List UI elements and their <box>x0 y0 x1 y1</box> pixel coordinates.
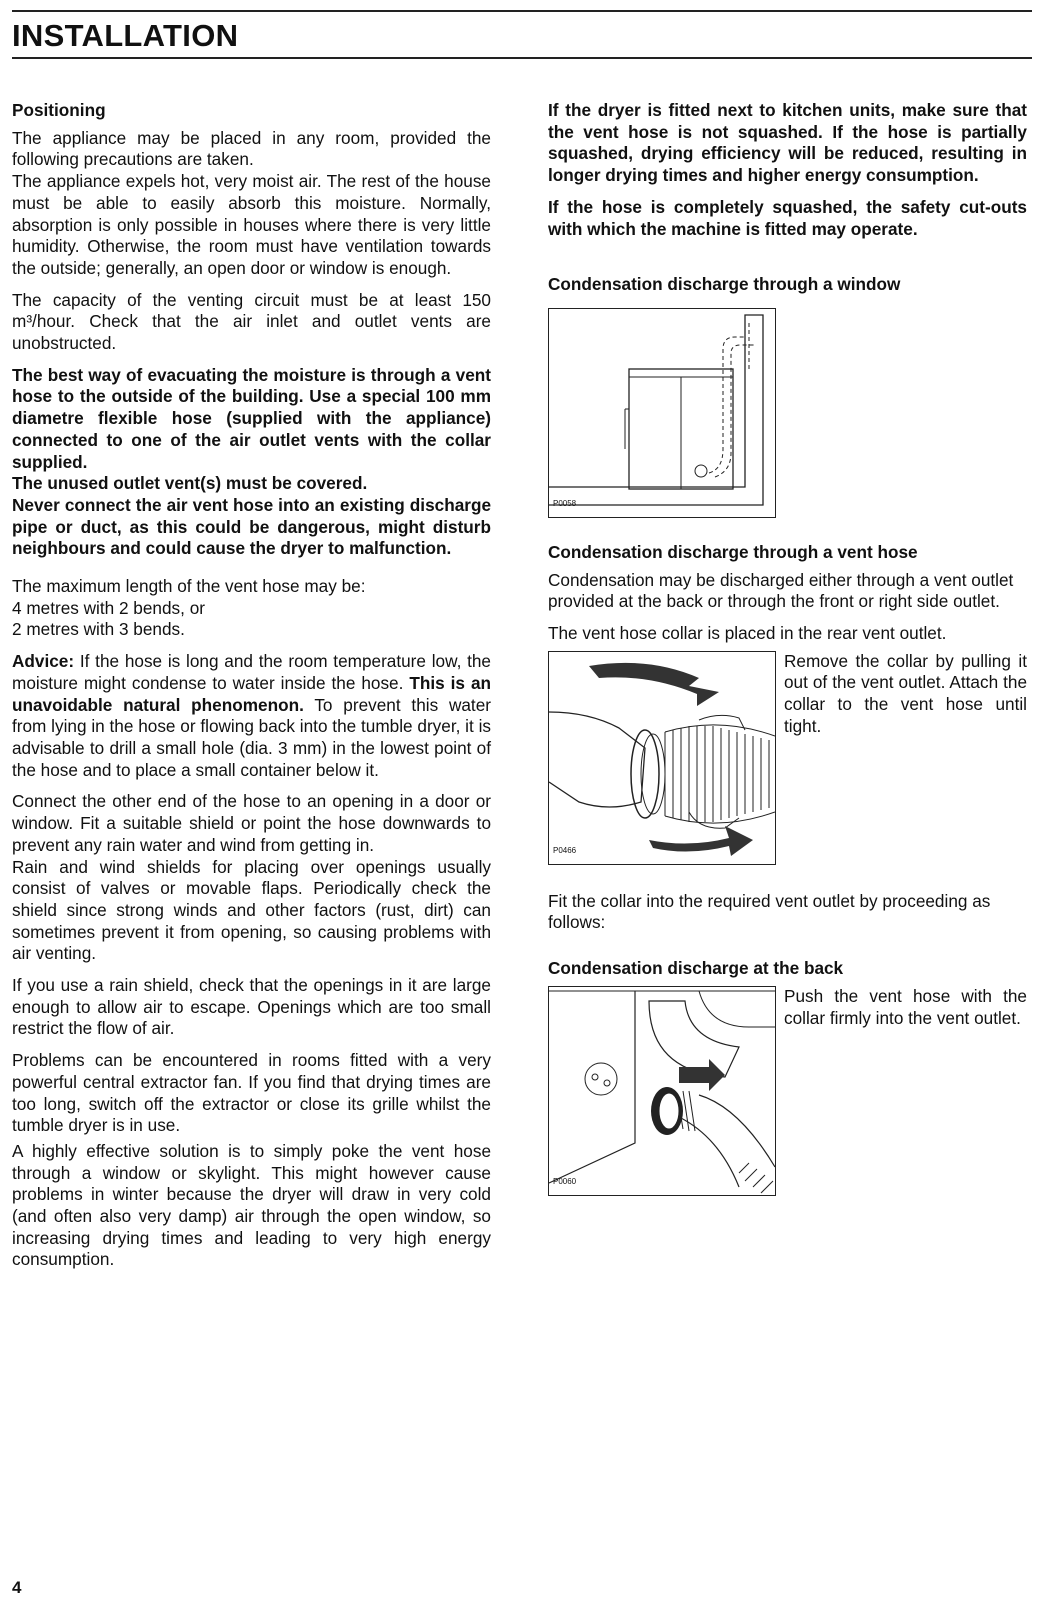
collar-removal-illustration <box>549 652 775 864</box>
figure-code: P0060 <box>553 1177 577 1187</box>
figure-code: P0058 <box>553 499 577 509</box>
extractor-fan-paragraph: Problems can be encountered in rooms fitted with a very powerful central extractor fan. If you find that drying times are too long, switch off the extractor or close its grille whilst the tumble dryer is in use. <box>12 1050 491 1136</box>
paragraph-text: The appliance may be placed in any room, provided the following precautions are taken. <box>12 127 491 170</box>
paragraph-text: If the hose is long and the room temperature low, the moisture might condense to water inside the hose. <box>12 651 491 693</box>
paragraph-text: The maximum length of the vent hose may be: <box>12 576 366 597</box>
warning-paragraph: If the hose is completely squashed, the safety cut-outs with which the machine is fitted may operate. <box>548 196 1027 239</box>
max-length-paragraph <box>12 576 491 641</box>
paragraph-text: The appliance expels hot, very moist air. The rest of the house must be able to easily absorb this moisture. Normally, absorption is only possible in houses where there is very little humidity. Otherwise, the room must have ventilation towards the outside; generally, an open door or window is enough. <box>12 171 491 278</box>
paragraph-text: 2 metres with 3 bends. <box>12 619 185 640</box>
vent-hose-paragraph <box>12 365 491 560</box>
paragraph-text: To prevent this water from lying in the hose or flowing back into the tumble dryer, it is advisable to drill a small hole (dia. 3 mm) in the lowest point of the hose and to place a small container below it. <box>12 694 491 780</box>
back-discharge-heading: Condensation discharge at the back <box>548 958 844 979</box>
fit-collar-paragraph: Fit the collar into the required vent outlet by proceeding as follows: <box>548 890 991 933</box>
vent-hose-discharge-heading: Condensation discharge through a vent hose <box>548 541 918 562</box>
paragraph-text: Never connect the air vent hose into an existing discharge pipe or duct, as this could be dangerous, might disturb neighbours and could cause the dryer to malfunction. <box>12 494 491 559</box>
collar-removal-figure <box>548 651 776 865</box>
page-number: 4 <box>12 1578 22 1597</box>
header-rule-top <box>12 10 1032 12</box>
connect-paragraph <box>12 791 491 965</box>
back-discharge-figure <box>548 986 776 1196</box>
collar-removal-text: Remove the collar by pulling it out of the vent outlet. Attach the collar to the vent hose until tight. <box>784 650 1027 736</box>
back-outlet-illustration <box>549 987 775 1195</box>
back-discharge-text: Push the vent hose with the collar firmly into the vent outlet. <box>784 985 1027 1028</box>
left-column <box>12 100 491 1281</box>
paragraph-text: Rain and wind shields for placing over openings usually consist of valves or movable flaps. Periodically check the shield since strong winds and other factors (rust, dirt) can sometimes prevent it from opening, so causing problems with air venting. <box>12 856 491 964</box>
paragraph-text: Connect the other end of the hose to an opening in a door or window. Fit a suitable shield or point the hose downwards to prevent any rain water and wind from getting in. <box>12 791 491 855</box>
page-title: INSTALLATION <box>12 18 239 53</box>
paragraph-text: 4 metres with 2 bends, or <box>12 597 205 618</box>
dryer-window-illustration <box>549 309 775 517</box>
right-column <box>548 100 1027 1196</box>
header-rule-bottom <box>12 57 1032 59</box>
window-discharge-figure <box>548 308 776 518</box>
window-discharge-heading: Condensation discharge through a window <box>548 274 901 295</box>
vent-outlet-paragraph: Condensation may be discharged either through a vent outlet provided at the back or through the front or right side outlet. <box>548 569 1014 612</box>
collar-figure-row <box>548 651 1027 865</box>
paragraph-text: The best way of evacuating the moisture is through a vent hose to the outside of the building. Use a special 100 mm diametre flexible hose (supplied with the appliance) connected to one of the air outlet vents with the collar supplied. <box>12 364 491 472</box>
back-discharge-figure-row <box>548 986 1027 1196</box>
positioning-heading: Positioning <box>12 100 106 120</box>
advice-paragraph <box>12 651 491 781</box>
warning-paragraph: If the dryer is fitted next to kitchen units, make sure that the vent hose is not squashed. If the hose is partially squashed, drying efficiency will be reduced, resulting in longer drying times and higher energy consumption. <box>548 100 1027 186</box>
paragraph-text: The unused outlet vent(s) must be covered. <box>12 473 368 494</box>
advice-label: Advice: <box>12 651 75 672</box>
advice-emphasis: This is an unavoidable natural phenomenon. <box>12 672 491 715</box>
window-solution-paragraph: A highly effective solution is to simply poke the vent hose through a window or skylight. This might however cause problems in winter because the dryer will draw in very cold (and often also very damp) air through the open window, so increasing drying times and leading to very high energy consumption. <box>12 1140 491 1270</box>
positioning-paragraph <box>12 128 491 280</box>
figure-code: P0466 <box>553 846 577 856</box>
capacity-paragraph: The capacity of the venting circuit must be at least 150 m³/hour. Check that the air inlet and outlet vents are unobstructed. <box>12 289 491 354</box>
rain-shield-paragraph: If you use a rain shield, check that the openings in it are large enough to allow air to escape. Openings which are too small restrict the flow of air. <box>12 975 491 1039</box>
collar-paragraph: The vent hose collar is placed in the rear vent outlet. <box>548 623 947 644</box>
